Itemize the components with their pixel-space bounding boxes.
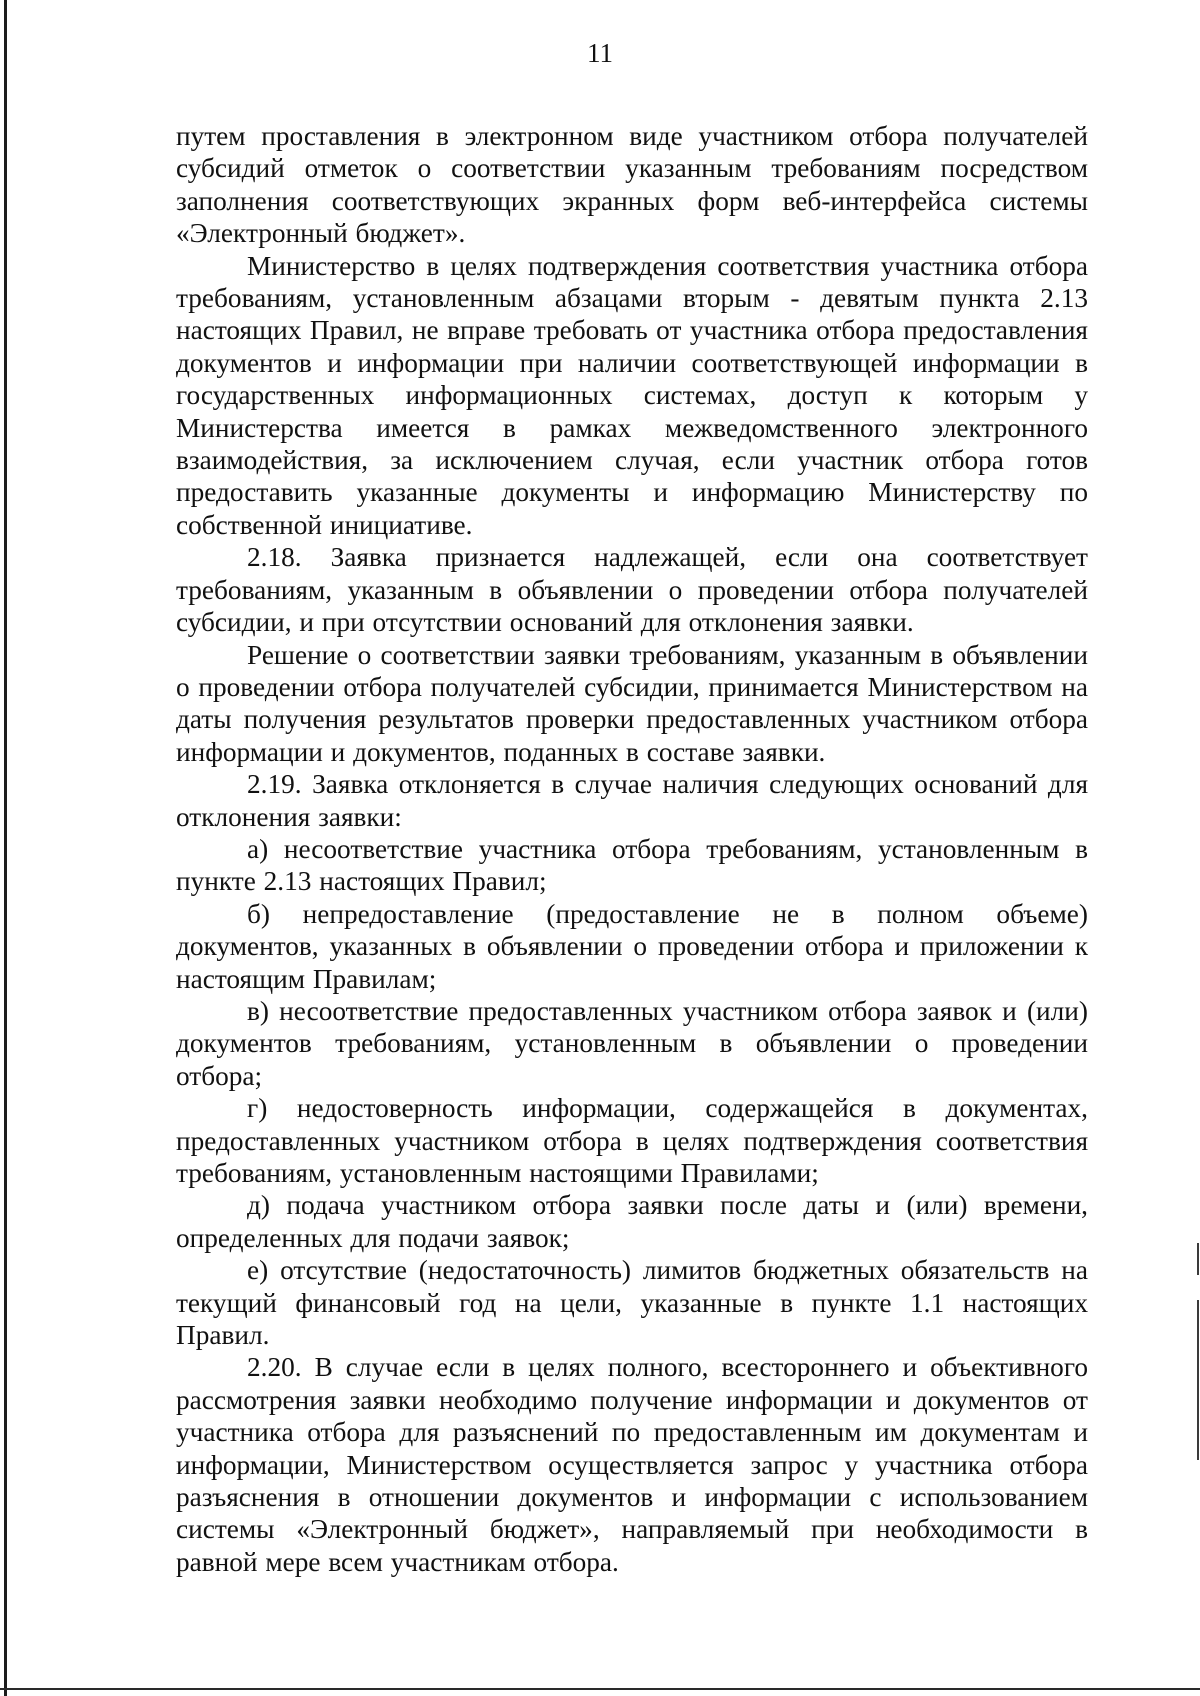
list-item-v: в) несоответствие предоставленных участником отбора заявок и (или) документов требованиям, установленным в объявлении о проведении отбора; (176, 995, 1088, 1091)
paragraph: Министерство в целях подтверждения соответствия участника отбора требованиям, установленным абзацами вторым - девятым пункта 2.13 настоящих Правил, не вправе требовать от участника отбора предоставления документов и информации при наличии соответствующей информации в государственных информационных системах, доступ к которым у Министерства имеется в рамках межведомственного электронного взаимодействия, за исключением случая, если участник отбора готов предоставить указанные документы и информацию Министерству по собственной инициативе. (176, 250, 1088, 540)
list-item-a: а) несоответствие участника отбора требованиям, установленным в пункте 2.13 настоящих Правил; (176, 833, 1088, 897)
scan-right-mark (1197, 1300, 1199, 1460)
scan-left-edge (4, 0, 7, 1696)
paragraph-continuation: путем проставления в электронном виде участником отбора получателей субсидий отметок о соответствии указанным требованиям посредством заполнения соответствующих экранных форм веб-интерфейса системы «Электронный бюджет». (176, 121, 1088, 249)
paragraph-2-19: 2.19. Заявка отклоняется в случае наличия следующих оснований для отклонения заявки: (176, 769, 1088, 832)
scan-bottom-edge (0, 1688, 1200, 1690)
paragraph: Решение о соответствии заявки требованиям, указанным в объявлении о проведении отбора получателей субсидии, принимается Министерством на даты получения результатов проверки предоставленных участником отбора информации и документов, поданных в составе заявки. (176, 639, 1088, 767)
list-item-b: б) непредоставление (предоставление не в полном объеме) документов, указанных в объявлении о проведении отбора и приложении к настоящим Правилам; (176, 898, 1088, 994)
paragraph-2-18: 2.18. Заявка признается надлежащей, если она соответствует требованиям, указанным в объявлении о проведении отбора получателей субсидии, и при отсутствии оснований для отклонения заявки. (176, 542, 1088, 638)
document-body (176, 120, 1088, 1578)
list-item-d: д) подача участником отбора заявки после даты и (или) времени, определенных для подачи заявок; (176, 1190, 1088, 1253)
scan-right-mark (1197, 1243, 1199, 1275)
list-item-g: г) недостоверность информации, содержащейся в документах, предоставленных участником отбора в целях подтверждения соответствия требованиям, установленным настоящими Правилами; (176, 1093, 1088, 1188)
paragraph-2-20: 2.20. В случае если в целях полного, всестороннего и объективного рассмотрения заявки необходимо получение информации и документов от участника отбора для разъяснений по предоставленным им документам и информации, Министерством осуществляется запрос у участника отбора разъяснения в отношении документов и информации с использованием системы «Электронный бюджет», направляемый при необходимости в равной мере всем участникам отбора. (176, 1352, 1088, 1577)
page-number: 11 (587, 38, 613, 68)
list-item-e: е) отсутствие (недостаточность) лимитов бюджетных обязательств на текущий финансовый год на цели, указанные в пункте 1.1 настоящих Правил. (176, 1255, 1088, 1351)
